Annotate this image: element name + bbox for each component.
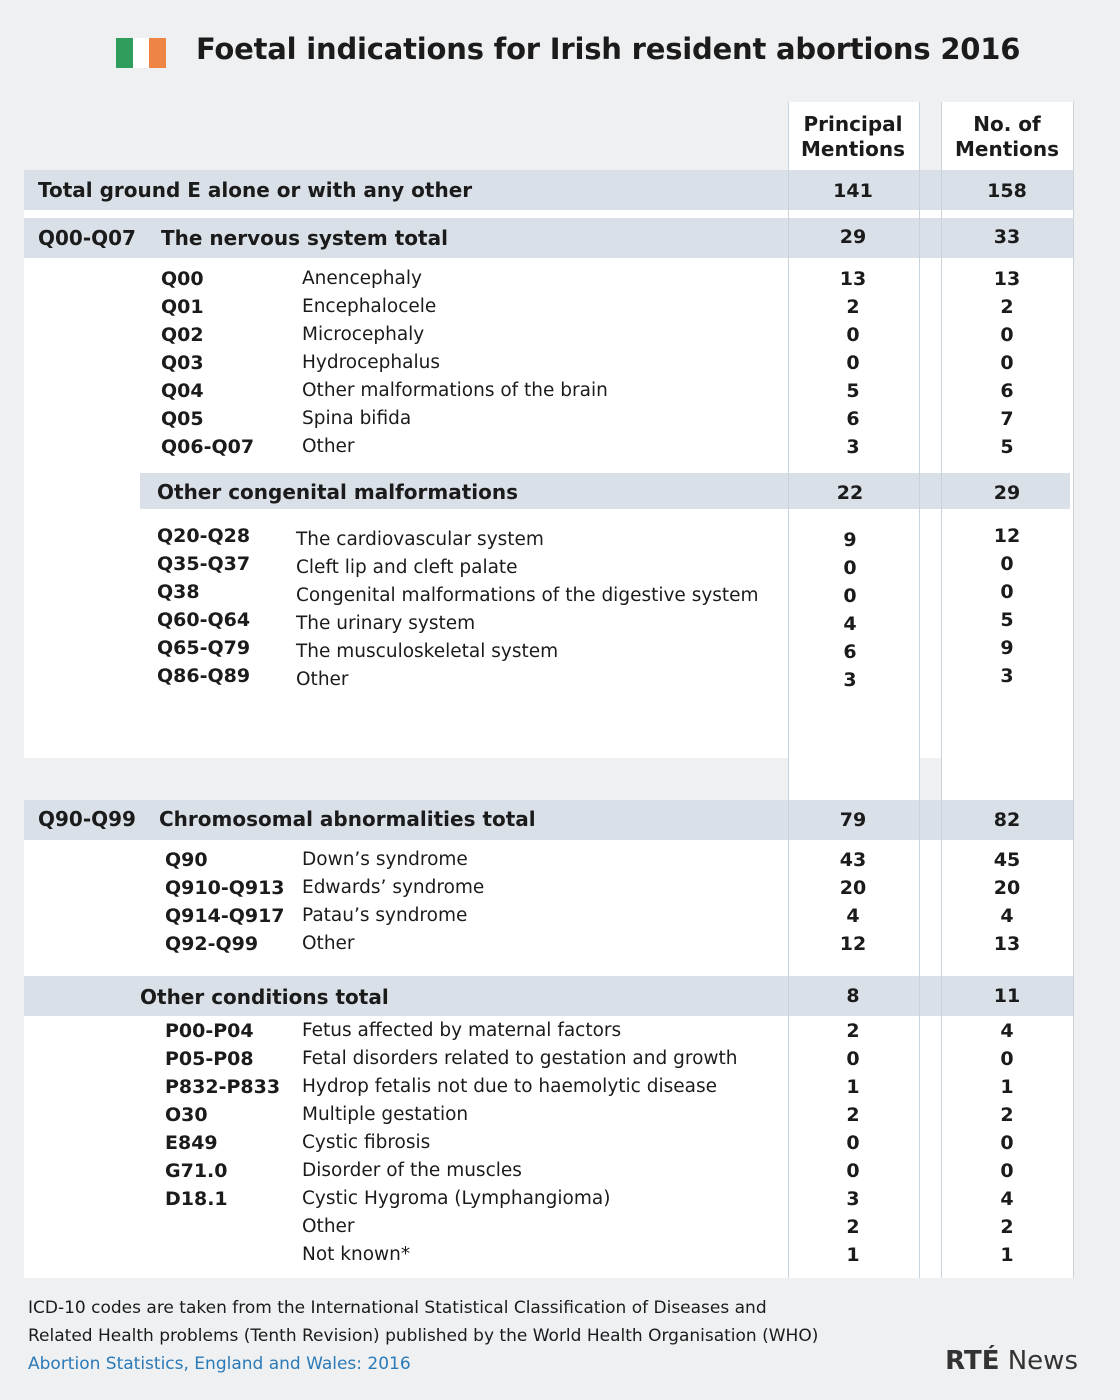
mentions-value: 0 xyxy=(1000,324,1014,346)
mentions-value: 0 xyxy=(1000,581,1014,603)
mentions-value: 1 xyxy=(1000,1244,1014,1266)
condition-label: Not known* xyxy=(302,1244,411,1265)
irish-flag-icon xyxy=(116,38,166,68)
principal-value: 6 xyxy=(843,641,857,663)
principal-value: 3 xyxy=(846,1188,860,1210)
principal-value: 3 xyxy=(843,669,857,691)
divider-line xyxy=(1073,102,1074,1278)
condition-label: The cardiovascular system xyxy=(296,529,544,550)
mentions-value: 9 xyxy=(1000,637,1014,659)
icd-code: Q00 xyxy=(161,268,204,290)
flag-orange-stripe xyxy=(149,38,166,68)
mentions-value: 7 xyxy=(1000,408,1014,430)
icd-code: Q910-Q913 xyxy=(165,877,285,899)
icd-code: Q914-Q917 xyxy=(165,905,285,927)
principal-value: 2 xyxy=(846,296,860,318)
mentions-value: 6 xyxy=(1000,380,1014,402)
condition-label: Other malformations of the brain xyxy=(302,380,608,401)
mentions-value: 3 xyxy=(1000,665,1014,687)
principal-value: 6 xyxy=(846,408,860,430)
mentions-value: 5 xyxy=(1000,609,1014,631)
condition-label: Patau’s syndrome xyxy=(302,905,468,926)
congenital-section-mentions: 29 xyxy=(993,482,1021,504)
mentions-value: 1 xyxy=(1000,1076,1014,1098)
icd-code: Q04 xyxy=(161,380,204,402)
mentions-value: 0 xyxy=(1000,553,1014,575)
footnote-line-2: Related Health problems (Tenth Revision) published by the World Health Organisation (WHO) xyxy=(28,1326,819,1346)
source-link[interactable]: Abortion Statistics, England and Wales: 2016 xyxy=(28,1354,411,1374)
principal-value: 0 xyxy=(843,585,857,607)
nervous-section-principal: 29 xyxy=(839,226,867,248)
mentions-value: 2 xyxy=(1000,1216,1014,1238)
condition-label: Hydrop fetalis not due to haemolytic disease xyxy=(302,1076,717,1097)
icd-code: P832-P833 xyxy=(165,1076,281,1098)
no-of-mentions-header: No. of Mentions xyxy=(954,112,1059,161)
icd-code: Q06-Q07 xyxy=(161,436,255,458)
mentions-value: 45 xyxy=(993,849,1021,871)
condition-label: Anencephaly xyxy=(302,268,422,289)
nervous-section-code: Q00-Q07 xyxy=(38,226,136,250)
principal-value: 9 xyxy=(843,529,857,551)
principal-value: 2 xyxy=(846,1216,860,1238)
mentions-value: 0 xyxy=(1000,352,1014,374)
condition-label: Other xyxy=(302,933,355,954)
condition-label: Microcephaly xyxy=(302,324,425,345)
mentions-value: 4 xyxy=(1000,905,1014,927)
other-conditions-principal: 8 xyxy=(846,985,860,1007)
mentions-value: 13 xyxy=(993,268,1021,290)
footnote-line-1: ICD-10 codes are taken from the International Statistical Classification of Diseases and xyxy=(28,1298,767,1318)
icd-code: Q65-Q79 xyxy=(157,637,251,659)
mentions-value: 2 xyxy=(1000,296,1014,318)
congenital-section-label: Other congenital malformations xyxy=(157,480,519,504)
principal-value: 43 xyxy=(839,849,867,871)
icd-code: P05-P08 xyxy=(165,1048,254,1070)
chromosomal-section-mentions: 82 xyxy=(993,809,1021,831)
condition-label: Other xyxy=(296,669,349,690)
mentions-value: 0 xyxy=(1000,1048,1014,1070)
principal-value: 0 xyxy=(846,1048,860,1070)
principal-value: 0 xyxy=(846,1160,860,1182)
nervous-section-label: The nervous system total xyxy=(161,226,448,250)
condition-label: Other xyxy=(302,1216,355,1237)
condition-label: Down’s syndrome xyxy=(302,849,468,870)
principal-value: 3 xyxy=(846,436,860,458)
mentions-value: 20 xyxy=(993,877,1021,899)
icd-code: Q03 xyxy=(161,352,204,374)
principal-value: 4 xyxy=(846,905,860,927)
divider-line xyxy=(941,102,942,1278)
principal-value: 0 xyxy=(846,352,860,374)
flag-white-stripe xyxy=(133,38,150,68)
condition-label: The urinary system xyxy=(296,613,476,634)
icd-code: G71.0 xyxy=(165,1160,228,1182)
news-logo-text: News xyxy=(1007,1346,1078,1376)
condition-label: The musculoskeletal system xyxy=(296,641,559,662)
condition-label: Encephalocele xyxy=(302,296,437,317)
mentions-gap-column-bg xyxy=(942,758,1073,800)
principal-value: 2 xyxy=(846,1020,860,1042)
total-row-label: Total ground E alone or with any other xyxy=(38,178,473,202)
total-row-principal: 141 xyxy=(833,180,873,202)
condition-label: Multiple gestation xyxy=(302,1104,469,1125)
principal-value: 4 xyxy=(843,613,857,635)
condition-label: Disorder of the muscles xyxy=(302,1160,522,1181)
divider-line xyxy=(919,102,920,1278)
other-conditions-mentions: 11 xyxy=(993,985,1021,1007)
icd-code: Q86-Q89 xyxy=(157,665,251,687)
icd-code: D18.1 xyxy=(165,1188,228,1210)
mentions-value: 0 xyxy=(1000,1132,1014,1154)
icd-code: Q05 xyxy=(161,408,204,430)
chromosomal-section-label: Chromosomal abnormalities total xyxy=(159,807,536,831)
principal-value: 0 xyxy=(846,324,860,346)
icd-code: P00-P04 xyxy=(165,1020,254,1042)
icd-code: Q20-Q28 xyxy=(157,525,251,547)
condition-label: Cleft lip and cleft palate xyxy=(296,557,518,578)
principal-value: 0 xyxy=(843,557,857,579)
mentions-value: 4 xyxy=(1000,1020,1014,1042)
principal-value: 2 xyxy=(846,1104,860,1126)
icd-code: E849 xyxy=(165,1132,218,1154)
condition-label: Spina bifida xyxy=(302,408,412,429)
icd-code: Q35-Q37 xyxy=(157,553,251,575)
principal-gap-column-bg xyxy=(788,758,919,800)
icd-code: Q38 xyxy=(157,581,200,603)
rte-news-logo xyxy=(945,1346,1078,1376)
icd-code: Q92-Q99 xyxy=(165,933,259,955)
congenital-section-principal: 22 xyxy=(836,482,864,504)
icd-code: Q60-Q64 xyxy=(157,609,251,631)
condition-label: Cystic Hygroma (Lymphangioma) xyxy=(302,1188,611,1209)
divider-line xyxy=(788,102,789,1278)
condition-label: Hydrocephalus xyxy=(302,352,440,373)
principal-value: 5 xyxy=(846,380,860,402)
condition-label: Fetus affected by maternal factors xyxy=(302,1020,622,1041)
page-title: Foetal indications for Irish resident abortions 2016 xyxy=(196,32,1021,66)
mentions-value: 0 xyxy=(1000,1160,1014,1182)
principal-mentions-header: Principal Mentions xyxy=(800,112,905,161)
principal-value: 1 xyxy=(846,1244,860,1266)
icd-code: Q02 xyxy=(161,324,204,346)
mentions-value: 13 xyxy=(993,933,1021,955)
mentions-value: 2 xyxy=(1000,1104,1014,1126)
principal-value: 13 xyxy=(839,268,867,290)
rte-logo-text: RTÉ xyxy=(945,1346,1000,1376)
flag-green-stripe xyxy=(116,38,133,68)
principal-value: 20 xyxy=(839,877,867,899)
condition-label: Other xyxy=(302,436,355,457)
chromosomal-section-code: Q90-Q99 xyxy=(38,807,136,831)
condition-label: Edwards’ syndrome xyxy=(302,877,485,898)
principal-value: 1 xyxy=(846,1076,860,1098)
mentions-value: 4 xyxy=(1000,1188,1014,1210)
condition-label: Cystic fibrosis xyxy=(302,1132,431,1153)
total-row-mentions: 158 xyxy=(987,180,1027,202)
icd-code: Q01 xyxy=(161,296,204,318)
chromosomal-section-principal: 79 xyxy=(839,809,867,831)
condition-label: Congenital malformations of the digestive system xyxy=(296,585,759,606)
principal-value: 0 xyxy=(846,1132,860,1154)
other-conditions-label: Other conditions total xyxy=(140,985,389,1009)
icd-code: O30 xyxy=(165,1104,208,1126)
nervous-section-mentions: 33 xyxy=(993,226,1021,248)
mentions-value: 12 xyxy=(993,525,1021,547)
mentions-value: 5 xyxy=(1000,436,1014,458)
principal-value: 12 xyxy=(839,933,867,955)
icd-code: Q90 xyxy=(165,849,208,871)
condition-label: Fetal disorders related to gestation and growth xyxy=(302,1048,738,1069)
